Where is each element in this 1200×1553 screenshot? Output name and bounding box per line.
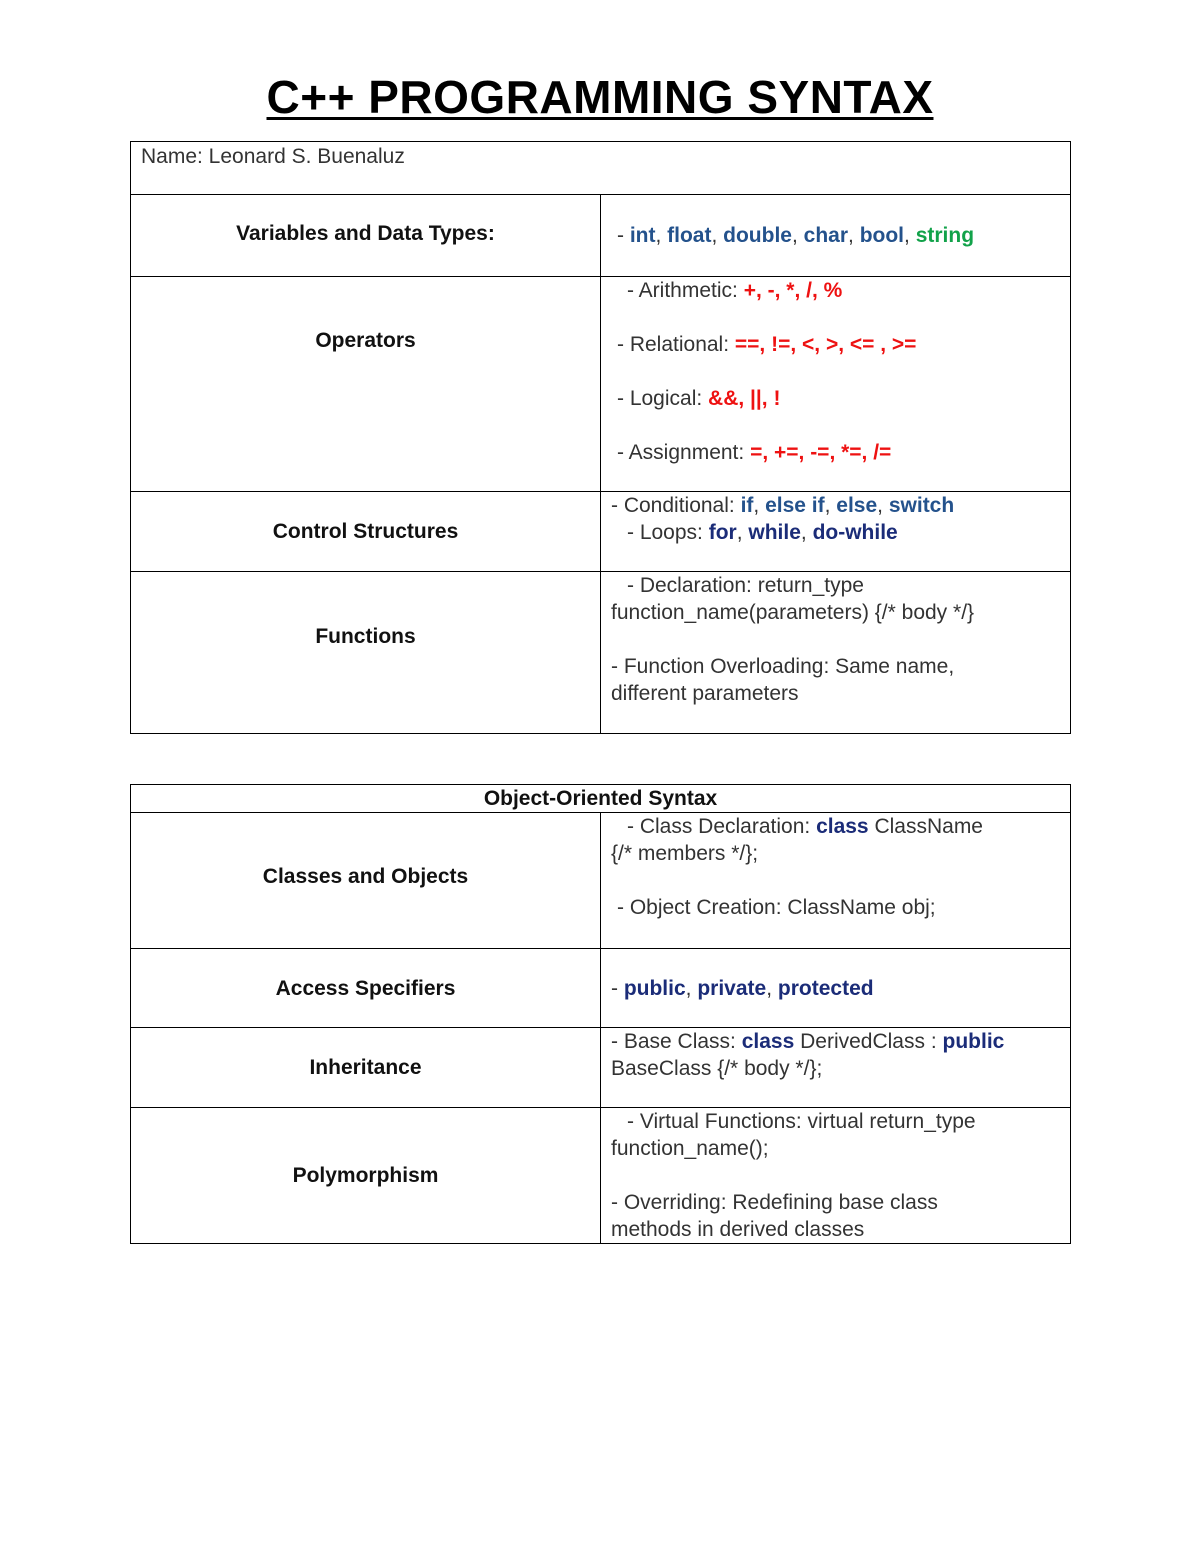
declaration-line-1: - Declaration: return_type (627, 574, 864, 597)
control-label: Control Structures (131, 492, 601, 572)
classes-label: Classes and Objects (131, 813, 601, 949)
inheritance-middle: DerivedClass : (794, 1030, 943, 1053)
name-text: Name: Leonard S. Buenaluz (141, 145, 405, 168)
variables-content (601, 195, 1071, 277)
kw-do-while: do-while (812, 521, 898, 544)
kw-class-inherit: class (741, 1030, 795, 1053)
object-creation-line: - Object Creation: ClassName obj; (617, 896, 936, 919)
functions-content (601, 572, 1071, 734)
type-char: char (803, 224, 849, 247)
relational-label: - Relational: (617, 333, 735, 356)
type-bool: bool (859, 224, 905, 247)
access-row (131, 949, 1071, 1028)
virtual-line-2: function_name(); (611, 1137, 769, 1160)
relational-values: ==, !=, <, >, <= , >= (734, 333, 917, 356)
control-row (131, 492, 1071, 572)
operators-content (601, 277, 1071, 492)
oop-syntax-table (130, 784, 1071, 1244)
classes-row (131, 813, 1071, 949)
polymorphism-row (131, 1108, 1071, 1244)
class-decl-suffix: ClassName (868, 815, 983, 838)
inheritance-line-2: BaseClass {/* body */}; (611, 1057, 823, 1080)
oop-header-row (131, 785, 1071, 813)
inheritance-content (601, 1028, 1071, 1108)
overriding-line-1: - Overriding: Redefining base class (611, 1191, 938, 1214)
name-row (131, 142, 1071, 195)
kw-else-if: else if (765, 494, 825, 517)
kw-public: public (623, 976, 686, 1000)
page-title: C++ PROGRAMMING SYNTAX (266, 71, 934, 123)
syntax-table (130, 141, 1071, 734)
classes-content (601, 813, 1071, 949)
assignment-values: =, +=, -=, *=, /= (750, 441, 892, 464)
type-double: double (723, 224, 792, 247)
operators-row (131, 277, 1071, 492)
access-prefix: - (611, 976, 624, 1000)
kw-while: while (748, 521, 801, 544)
loops-line: - Loops: for, while, do-while (627, 521, 898, 544)
kw-protected: protected (777, 976, 874, 1000)
assignment-label: - Assignment: (617, 441, 751, 464)
type-string: string (915, 224, 975, 247)
class-declaration-line-2: {/* members */}; (611, 842, 759, 865)
data-types-line: - int, float, double, char, bool, string (617, 224, 975, 247)
declaration-line-2: function_name(parameters) {/* body */} (611, 601, 975, 624)
functions-row (131, 572, 1071, 734)
overriding-line-2: methods in derived classes (611, 1218, 865, 1241)
name-cell (131, 142, 1071, 195)
conditional-line: - Conditional: if, else if, else, switch (611, 494, 955, 517)
kw-if: if (740, 494, 754, 517)
arithmetic-values: +, -, *, /, % (743, 279, 843, 302)
functions-label: Functions (131, 572, 601, 734)
inheritance-label: Inheritance (131, 1028, 601, 1108)
assignment-line (611, 439, 1060, 466)
inheritance-line-1 (611, 1028, 1060, 1055)
logical-values: &&, ||, ! (708, 387, 781, 410)
arithmetic-line (611, 277, 1060, 304)
kw-public-inherit: public (942, 1030, 1005, 1053)
control-content (601, 492, 1071, 572)
logical-label: - Logical: (617, 387, 709, 410)
access-specifiers-line: - public, private, protected (611, 976, 874, 1000)
type-int: int (629, 224, 656, 247)
inheritance-prefix: - Base Class: (611, 1030, 742, 1053)
kw-switch: switch (888, 494, 955, 517)
kw-for: for (708, 521, 737, 544)
access-label: Access Specifiers (131, 949, 601, 1028)
arithmetic-label: - Arithmetic: (627, 279, 744, 302)
virtual-line-1: - Virtual Functions: virtual return_type (627, 1110, 976, 1133)
polymorphism-label: Polymorphism (131, 1108, 601, 1244)
overloading-line-1: - Function Overloading: Same name, (611, 655, 955, 678)
relational-line (611, 331, 1060, 358)
kw-private: private (697, 976, 767, 1000)
operators-label: Operators (131, 277, 601, 492)
logical-line (611, 385, 1060, 412)
inheritance-row (131, 1028, 1071, 1108)
access-content (601, 949, 1071, 1028)
loops-label: - Loops: (627, 521, 709, 544)
class-declaration-line-1 (611, 813, 1060, 840)
types-prefix: - (617, 224, 630, 247)
kw-else: else (836, 494, 878, 517)
variables-row (131, 195, 1071, 277)
oop-header: Object-Oriented Syntax (131, 785, 1071, 813)
overloading-line-2: different parameters (611, 682, 799, 705)
conditional-label: - Conditional: (611, 494, 741, 517)
polymorphism-content (601, 1108, 1071, 1244)
type-float: float (667, 224, 712, 247)
kw-class: class (816, 815, 869, 838)
class-decl-prefix: - Class Declaration: (627, 815, 817, 838)
variables-label: Variables and Data Types: (131, 195, 601, 277)
